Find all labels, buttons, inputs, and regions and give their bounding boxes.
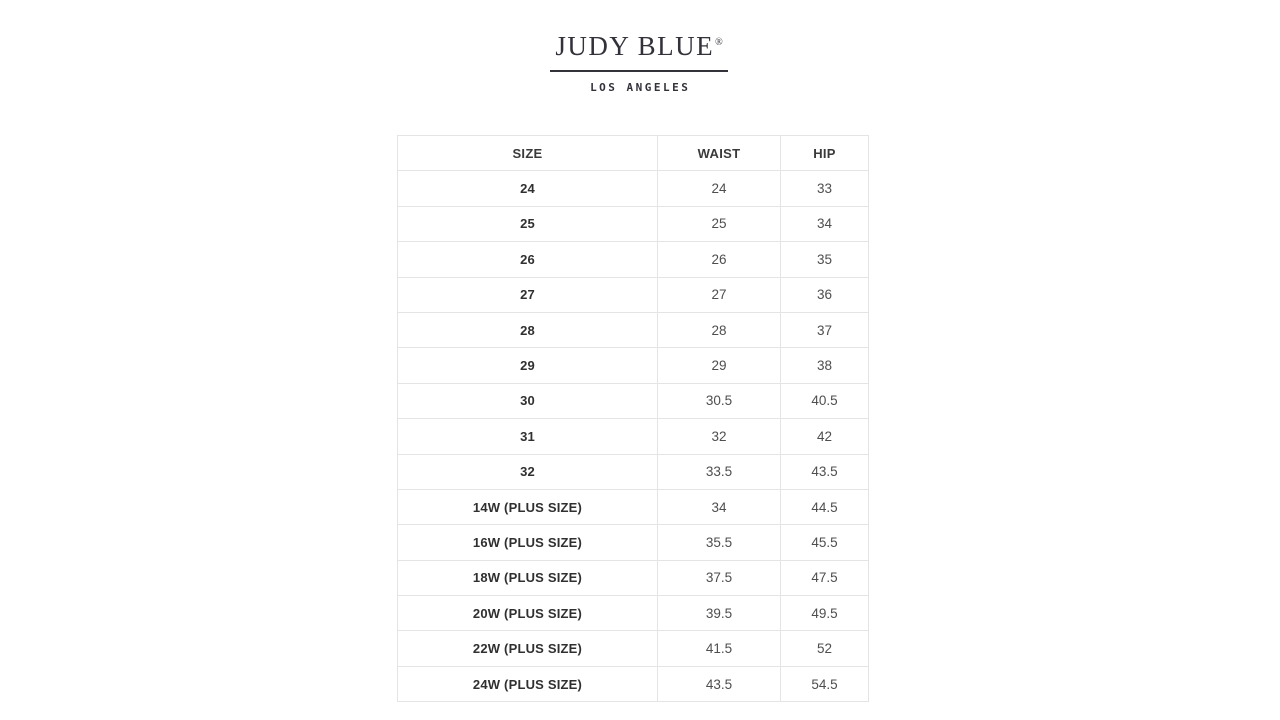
table-row <box>398 419 869 454</box>
size-cell: 27 <box>398 277 658 312</box>
hip-cell: 47.5 <box>781 560 869 595</box>
hip-cell: 40.5 <box>781 383 869 418</box>
brand-logo <box>0 27 1278 94</box>
brand-divider <box>550 70 728 72</box>
hip-cell: 33 <box>781 171 869 206</box>
waist-cell: 43.5 <box>658 666 781 701</box>
table-row <box>398 489 869 524</box>
size-cell: 28 <box>398 312 658 347</box>
size-chart-header <box>398 136 869 171</box>
waist-cell: 29 <box>658 348 781 383</box>
table-row <box>398 631 869 666</box>
waist-cell: 39.5 <box>658 596 781 631</box>
hip-cell: 44.5 <box>781 489 869 524</box>
hip-cell: 38 <box>781 348 869 383</box>
table-row <box>398 171 869 206</box>
waist-cell: 25 <box>658 206 781 241</box>
table-row <box>398 277 869 312</box>
brand-name <box>0 27 1278 62</box>
size-chart <box>397 135 868 702</box>
table-row <box>398 666 869 701</box>
waist-cell: 24 <box>658 171 781 206</box>
size-table-body <box>398 171 869 702</box>
column-header-size: SIZE <box>398 136 658 171</box>
waist-cell: 35.5 <box>658 525 781 560</box>
waist-cell: 32 <box>658 419 781 454</box>
column-header-hip: HIP <box>781 136 869 171</box>
hip-cell: 35 <box>781 242 869 277</box>
size-cell: 24 <box>398 171 658 206</box>
hip-cell: 52 <box>781 631 869 666</box>
column-header-waist: WAIST <box>658 136 781 171</box>
hip-cell: 36 <box>781 277 869 312</box>
brand-tagline: LOS ANGELES <box>590 81 691 94</box>
hip-cell: 42 <box>781 419 869 454</box>
registered-trademark: ® <box>715 37 723 48</box>
size-cell: 16W (PLUS SIZE) <box>398 525 658 560</box>
waist-cell: 26 <box>658 242 781 277</box>
brand-name-text: JUDY BLUE <box>555 31 715 61</box>
size-chart-table <box>397 135 869 702</box>
size-cell: 20W (PLUS SIZE) <box>398 596 658 631</box>
size-cell: 31 <box>398 419 658 454</box>
size-cell: 32 <box>398 454 658 489</box>
waist-cell: 41.5 <box>658 631 781 666</box>
hip-cell: 37 <box>781 312 869 347</box>
table-row <box>398 312 869 347</box>
waist-cell: 33.5 <box>658 454 781 489</box>
size-cell: 18W (PLUS SIZE) <box>398 560 658 595</box>
hip-cell: 45.5 <box>781 525 869 560</box>
size-cell: 14W (PLUS SIZE) <box>398 489 658 524</box>
size-cell: 24W (PLUS SIZE) <box>398 666 658 701</box>
size-cell: 30 <box>398 383 658 418</box>
table-row <box>398 454 869 489</box>
hip-cell: 54.5 <box>781 666 869 701</box>
table-row <box>398 596 869 631</box>
table-row <box>398 242 869 277</box>
table-row <box>398 348 869 383</box>
table-row <box>398 560 869 595</box>
size-cell: 26 <box>398 242 658 277</box>
size-cell: 25 <box>398 206 658 241</box>
hip-cell: 34 <box>781 206 869 241</box>
table-row <box>398 525 869 560</box>
waist-cell: 34 <box>658 489 781 524</box>
waist-cell: 30.5 <box>658 383 781 418</box>
hip-cell: 49.5 <box>781 596 869 631</box>
size-cell: 22W (PLUS SIZE) <box>398 631 658 666</box>
waist-cell: 28 <box>658 312 781 347</box>
header-row <box>398 136 869 171</box>
waist-cell: 27 <box>658 277 781 312</box>
hip-cell: 43.5 <box>781 454 869 489</box>
table-row <box>398 383 869 418</box>
table-row <box>398 206 869 241</box>
size-cell: 29 <box>398 348 658 383</box>
waist-cell: 37.5 <box>658 560 781 595</box>
